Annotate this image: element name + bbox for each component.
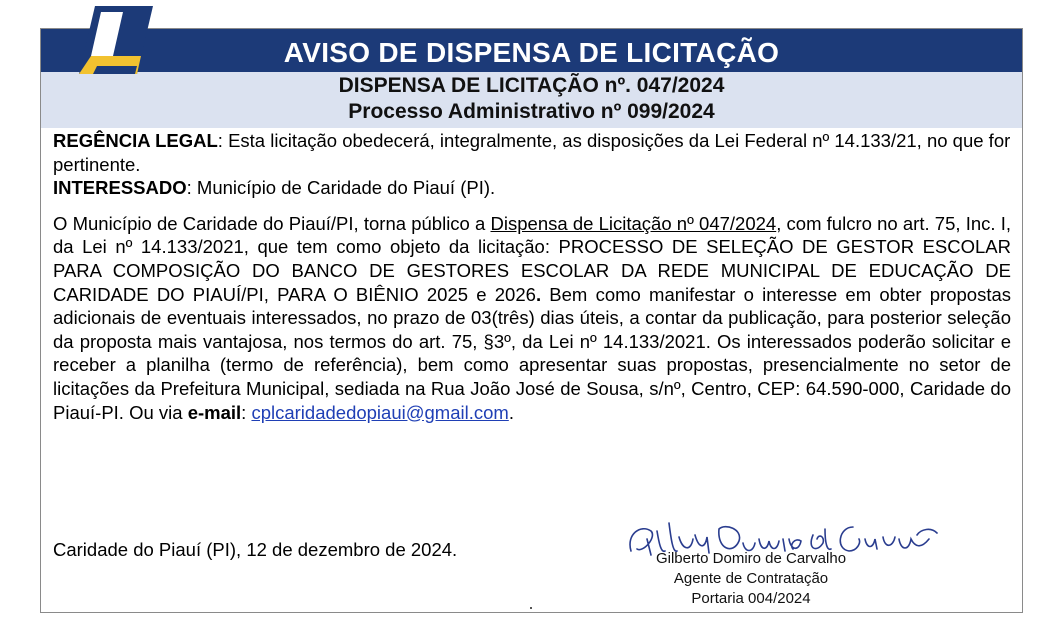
email-label: e-mail <box>187 401 242 423</box>
interessado-text: : Município de Caridade do Piauí (PI). <box>186 177 496 199</box>
municipality-logo-icon <box>75 4 155 80</box>
notice-content <box>53 129 1011 424</box>
email-colon: : <box>241 401 247 423</box>
date-line: Caridade do Piauí (PI), 12 de dezembro de 2024. <box>53 539 458 560</box>
signer-role: Agente de Contratação <box>673 570 829 587</box>
regencia-paragraph <box>53 129 1011 176</box>
signer-name: Gilberto Domiro de Carvalho <box>655 550 847 567</box>
regencia-label: REGÊNCIA LEGAL <box>53 130 218 151</box>
subtitle-band <box>41 72 1022 128</box>
dispensa-reference: Dispensa de Licitação nº 047/2024 <box>490 212 777 234</box>
notice-frame <box>40 28 1023 613</box>
signature-block <box>621 509 941 609</box>
body-paragraph <box>53 212 1011 424</box>
processo-number: Processo Administrativo nº 099/2024 <box>348 100 715 123</box>
interessado-paragraph <box>53 176 1011 200</box>
body-part3: Bem como manifestar o interesse em obter propostas adicionais de eventuais interessados, no prazo de 03(três) dias úteis, a contar da publicação, para posterior seleção da proposta mais vantajosa, nos termos do art. 75, §3º, da Lei nº 14.133/2021. Os interessados poderão solicitar e receber a planilha (termo de referência), bem como apresentar suas propostas, presencialmente no setor de licitações da Prefeitura Municipal, sediada na Rua João José de Sousa, s/nº, Centro, CEP: 64.590-000, Caridade do Piauí-PI. Ou via <box>53 283 1012 423</box>
interessado-label: INTERESSADO <box>53 177 187 199</box>
signer-portaria: Portaria 004/2024 <box>691 590 811 607</box>
dispensa-number: DISPENSA DE LICITAÇÃO nº. 047/2024 <box>338 74 725 97</box>
body-part1: O Município de Caridade do Piauí/PI, torna público a <box>53 212 491 234</box>
scan-speck <box>530 607 532 609</box>
body-part2: , com fulcro no art. 75, Inc. I, da Lei nº 14.133/2021, que tem como objeto da licitação: PROCESSO DE SELEÇÃO DE GESTOR ESCOLAR PARA COMPOSIÇÃO DO BANCO DE GESTORES ESCOLAR DA REDE MUNICIPAL DE EDUCAÇÃO DE CARIDADE DO PIAUÍ/PI, PARA O BIÊNIO 2025 e 2026 <box>53 212 1011 305</box>
signature-text <box>621 549 881 609</box>
notice-title: AVISO DE DISPENSA DE LICITAÇÃO <box>41 29 1022 72</box>
body-bold-period: . <box>535 283 542 305</box>
regencia-text: : Esta licitação obedecerá, integralmente, as disposições da Lei Federal nº 14.133/21, no que for pertinente. <box>53 130 1011 175</box>
body-end: . <box>508 401 514 423</box>
email-link[interactable]: cplcaridadedopiaui@gmail.com <box>251 401 509 423</box>
